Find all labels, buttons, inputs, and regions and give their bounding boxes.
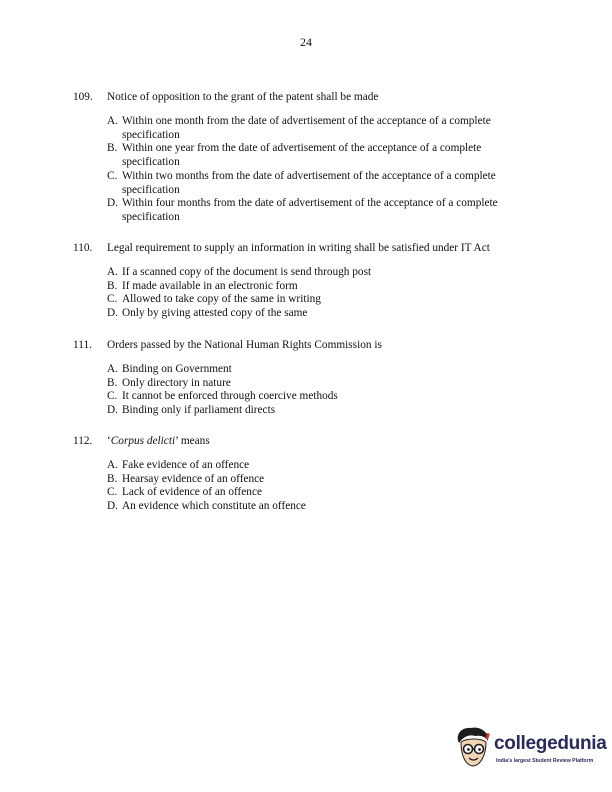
logo-name: collegedunia — [494, 733, 607, 754]
option-letter: A. — [107, 114, 118, 127]
option-letter: C. — [107, 169, 118, 182]
option-letter: D. — [107, 197, 118, 210]
question-112 — [73, 435, 543, 514]
question-number: 111. — [73, 339, 92, 351]
question-109 — [73, 91, 543, 225]
question-text — [107, 435, 543, 449]
option-text: Allowed to take copy of the same in writing — [122, 293, 321, 306]
option-letter: B. — [107, 472, 118, 485]
option-text: Only directory in nature — [122, 376, 231, 389]
option-letter: D. — [107, 500, 118, 513]
question-number: 110. — [73, 242, 93, 254]
option-letter: A. — [107, 458, 118, 471]
question-111 — [73, 339, 543, 418]
option-letter: C. — [107, 293, 118, 306]
open-quote: ‘ — [107, 435, 111, 447]
option-a — [107, 115, 543, 143]
option-list — [107, 363, 543, 418]
question-110 — [73, 242, 543, 321]
logo-tagline: India's largest Student Review Platform — [496, 758, 594, 764]
option-text: Hearsay evidence of an offence — [122, 472, 265, 485]
option-text: Within one month from the date of advertisement of the acceptance of a complete specification — [122, 114, 491, 141]
option-letter: B. — [107, 376, 118, 389]
option-a — [107, 459, 543, 473]
question-text: Legal requirement to supply an information in writing shall be satisfied under IT Act — [107, 242, 490, 254]
page-number: 24 — [300, 35, 312, 49]
option-text: If a scanned copy of the document is send through post — [122, 265, 372, 278]
question-text-rest: ’ means — [175, 435, 210, 447]
option-letter: B. — [107, 279, 118, 292]
option-letter: A. — [107, 265, 118, 278]
option-b — [107, 473, 543, 487]
option-letter: D. — [107, 404, 118, 417]
option-c — [107, 390, 543, 404]
question-number: 109. — [73, 91, 93, 103]
option-text: An evidence which constitute an offence — [122, 500, 306, 513]
option-list — [107, 266, 543, 321]
option-letter: B. — [107, 142, 118, 155]
option-text: Fake evidence of an offence — [122, 458, 250, 471]
option-d — [107, 404, 543, 418]
option-list — [107, 115, 543, 225]
option-text: Within two months from the date of advertisement of the acceptance of a complete specification — [122, 169, 496, 196]
option-c — [107, 486, 543, 500]
option-d — [107, 307, 543, 321]
option-b — [107, 142, 543, 170]
mascot-face-icon — [453, 725, 493, 771]
option-c — [107, 170, 543, 198]
option-text: If made available in an electronic form — [122, 279, 298, 292]
option-letter: C. — [107, 486, 118, 499]
option-text: Within four months from the date of advertisement of the acceptance of a complete specification — [122, 197, 498, 224]
option-b — [107, 377, 543, 391]
option-letter: A. — [107, 362, 118, 375]
option-a — [107, 363, 543, 377]
option-text: Within one year from the date of advertisement of the acceptance of a complete specification — [122, 142, 482, 169]
option-text: It cannot be enforced through coercive methods — [122, 390, 338, 403]
option-b — [107, 280, 543, 294]
option-letter: C. — [107, 390, 118, 403]
option-list — [107, 459, 543, 514]
option-d — [107, 500, 543, 514]
question-number: 112. — [73, 435, 93, 447]
option-text: Binding only if parliament directs — [122, 404, 276, 417]
option-text: Binding on Government — [122, 362, 232, 375]
collegedunia-logo — [453, 725, 607, 775]
question-text: Orders passed by the National Human Rights Commission is — [107, 339, 382, 351]
option-c — [107, 293, 543, 307]
option-d — [107, 197, 543, 225]
question-text: Notice of opposition to the grant of the patent shall be made — [107, 91, 379, 103]
option-text: Only by giving attested copy of the same — [122, 307, 308, 320]
option-text: Lack of evidence of an offence — [122, 486, 262, 499]
option-letter: D. — [107, 307, 118, 320]
option-a — [107, 266, 543, 280]
latin-term: Corpus delicti — [110, 435, 176, 447]
